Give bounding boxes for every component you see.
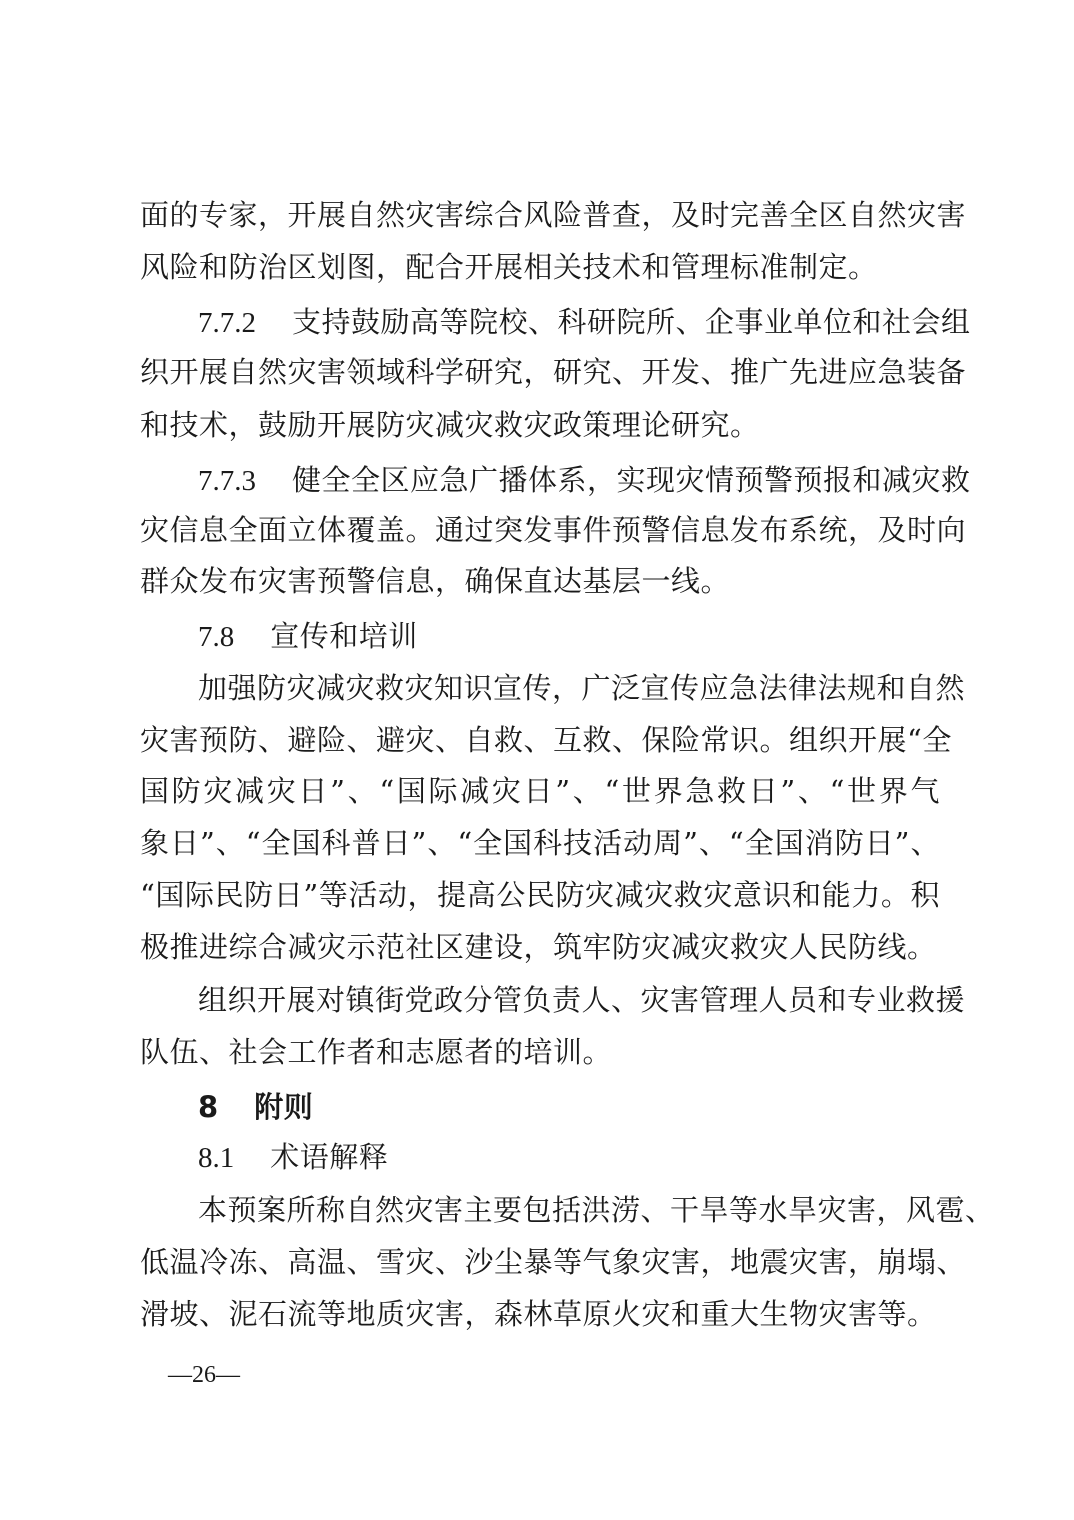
text-line: 加强防灾减灾救灾知识宣传，广泛宣传应急法律法规和自然	[198, 671, 966, 705]
page-number: —26—	[168, 1362, 240, 1388]
section-title: 术语解释	[270, 1140, 389, 1174]
text-line: 面的专家，开展自然灾害综合风险普查，及时完善全区自然灾害	[140, 198, 967, 232]
section-heading-7-8	[140, 610, 940, 662]
section-number: 7.8	[198, 621, 235, 653]
clause-number: 7.7.3	[198, 465, 256, 497]
section-heading-8	[140, 1081, 940, 1133]
text-line: 象日”、“全国科普日”、“全国科技活动周”、“全国消防日”、	[140, 826, 940, 860]
section-title: 宣传和培训	[270, 619, 418, 653]
text-line: 灾信息全面立体覆盖。通过突发事件预警信息发布系统，及时向	[140, 513, 967, 547]
text-line: 支持鼓励高等院校、科研院所、企事业单位和社会组	[292, 305, 971, 339]
text-line: 织开展自然灾害领域科学研究，研究、开发、推广先进应急装备	[140, 355, 967, 389]
text-line: 滑坡、泥石流等地质灾害，森林草原火灾和重大生物灾害等。	[140, 1297, 937, 1331]
text-line: 组织开展对镇街党政分管负责人、灾害管理人员和专业救援	[198, 983, 966, 1017]
section-title: 附则	[254, 1090, 314, 1124]
text-line: 国防灾减灾日”、“国际减灾日”、“世界急救日”、“世界气	[140, 774, 940, 808]
text-line: 低温冷冻、高温、雪灾、沙尘暴等气象灾害，地震灾害，崩塌、	[140, 1245, 967, 1279]
text-line: 极推进综合减灾示范社区建设，筑牢防灾减灾救灾人民防线。	[140, 930, 937, 964]
clause-number: 7.7.2	[198, 307, 256, 339]
text-line: “国际民防日”等活动，提高公民防灾减灾救灾意识和能力。积	[140, 878, 940, 912]
text-line: 群众发布灾害预警信息，确保直达基层一线。	[140, 564, 731, 598]
text-line: 本预案所称自然灾害主要包括洪涝、干旱等水旱灾害，风雹、	[198, 1193, 995, 1227]
section-number: 8	[198, 1090, 219, 1124]
section-number: 8.1	[198, 1142, 235, 1174]
clause-7-7-2-first-line	[140, 296, 971, 348]
text-line: 健全全区应急广播体系，实现灾情预警预报和减灾救	[292, 463, 971, 497]
text-line: 风险和防治区划图，配合开展相关技术和管理标准制定。	[140, 250, 878, 284]
section-heading-8-1	[140, 1131, 940, 1183]
clause-7-7-3-first-line	[140, 454, 971, 506]
text-line: 队伍、社会工作者和志愿者的培训。	[140, 1035, 613, 1069]
text-line: 灾害预防、避险、避灾、自救、互救、保险常识。组织开展“全	[140, 723, 952, 757]
text-line: 和技术，鼓励开展防灾减灾救灾政策理论研究。	[140, 408, 760, 442]
